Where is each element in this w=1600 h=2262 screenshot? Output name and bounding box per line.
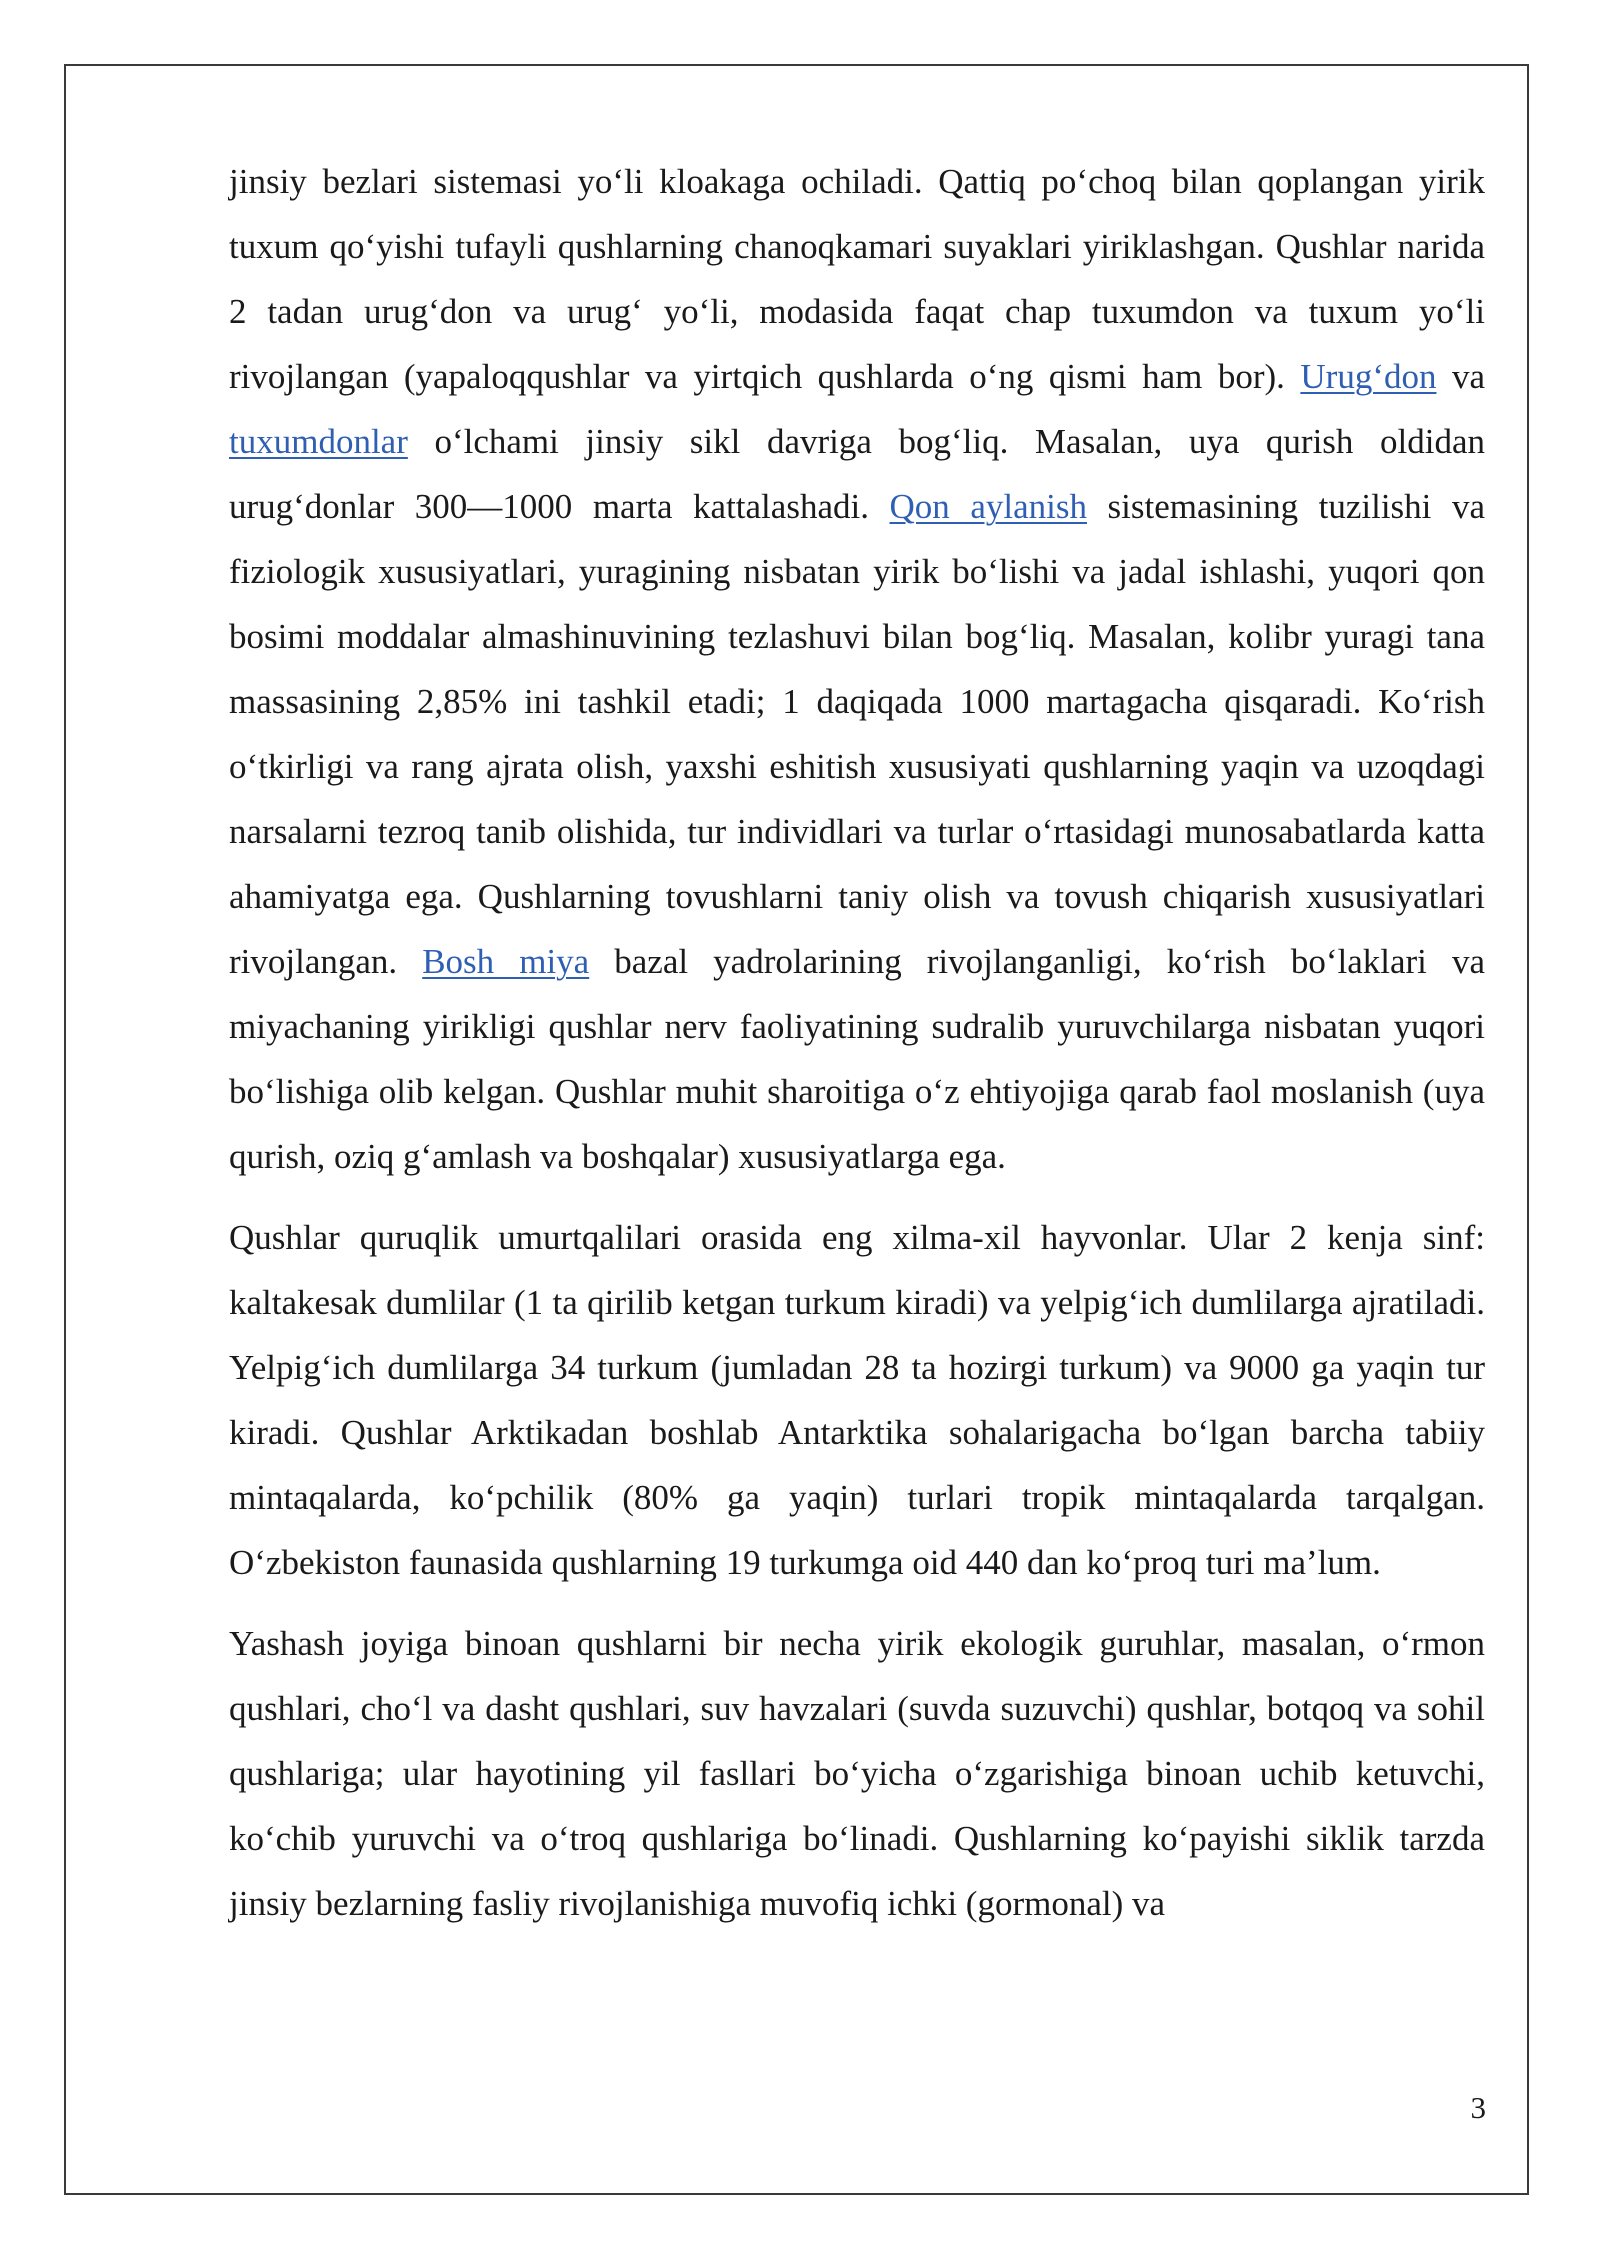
paragraph-1-text-5: bazal yadrolarining rivojlanganligi, ko‘rish bo‘laklari va miyachaning yirikligi qushlar nerv faoliyatining sudralib yuruvchilarga nisbatan yuqori bo‘lishiga olib kelgan. Qushlar muhit sharoitiga o‘z ehtiyojiga qarab faol moslanish (uya qurish, oziq g‘amlash va boshqalar) xususiyatlarga ega. <box>229 942 1485 1176</box>
paragraph-1-text-2: va <box>1436 357 1485 396</box>
link-qon-aylanish[interactable]: Qon aylanish <box>889 487 1087 526</box>
page-number: 3 <box>1470 2090 1486 2125</box>
paragraph-1-text-1: jinsiy bezlari sistemasi yo‘li kloakaga ochiladi. Qattiq po‘choq bilan qoplangan yirik tuxum qo‘yishi tufayli qushlarning chanoqkamari suyaklari yiriklashgan. Qushlar narida 2 tadan urug‘don va urug‘ yo‘li, modasida faqat chap tuxumdon va tuxum yo‘li rivojlangan (yapaloqqushlar va yirtqich qushlarda o‘ng qismi ham bor). <box>229 162 1485 396</box>
link-bosh-miya[interactable]: Bosh miya <box>422 942 590 981</box>
paragraph-3: Yashash joyiga binoan qushlarni bir necha yirik ekologik guruhlar, masalan, o‘rmon qushlari, cho‘l va dasht qushlari, suv havzalari (suvda suzuvchi) qushlar, botqoq va sohil qushlariga; ular hayotining yil fasllari bo‘yicha o‘zgarishiga binoan uchib ketuvchi, ko‘chib yuruvchi va o‘troq qushlariga bo‘linadi. Qushlarning ko‘payishi siklik tarzda jinsiy bezlarning fasliy rivojlanishiga muvofiq ichki (gormonal) va <box>229 1624 1485 1923</box>
document-body <box>229 149 1485 1952</box>
link-urugdon[interactable]: Urug‘don <box>1300 357 1437 396</box>
paragraph-2: Qushlar quruqlik umurtqalilari orasida eng xilma-xil hayvonlar. Ular 2 kenja sinf: kaltakesak dumlilar (1 ta qirilib ketgan turkum kiradi) va yelpig‘ich dumlilarga ajratiladi. Yelpig‘ich dumlilarga 34 turkum (jumladan 28 ta hozirgi turkum) va 9000 ga yaqin tur kiradi. Qushlar Arktikadan boshlab Antarktika sohalarigacha bo‘lgan barcha tabiiy mintaqalarda, ko‘pchilik (80% ga yaqin) turlari tropik mintaqalarda tarqalgan. O‘zbekiston faunasida qushlarning 19 turkumga oid 440 dan ko‘proq turi ma’lum. <box>229 1218 1485 1582</box>
paragraph-1-text-4: sistemasining tuzilishi va fiziologik xususiyatlari, yuragining nisbatan yirik bo‘lishi va jadal ishlashi, yuqori qon bosimi moddalar almashinuvining tezlashuvi bilan bog‘liq. Masalan, kolibr yuragi tana massasining 2,85% ini tashkil etadi; 1 daqiqada 1000 martagacha qisqaradi. Ko‘rish o‘tkirligi va rang ajrata olish, yaxshi eshitish xususiyati qushlarning yaqin va uzoqdagi narsalarni tezroq tanib olishida, tur individlari va turlar o‘rtasidagi munosabatlarda katta ahamiyatga ega. Qushlarning tovushlarni taniy olish va tovush chiqarish xususiyatlari rivojlangan. <box>229 487 1485 981</box>
paragraph-1 <box>229 149 1485 1189</box>
paragraph-1-text-3: o‘lchami jinsiy sikl davriga bog‘liq. Masalan, uya qurish oldidan urug‘donlar 300—1000 marta kattalashadi. <box>229 422 1485 526</box>
link-tuxumdonlar[interactable]: tuxumdonlar <box>229 422 408 461</box>
